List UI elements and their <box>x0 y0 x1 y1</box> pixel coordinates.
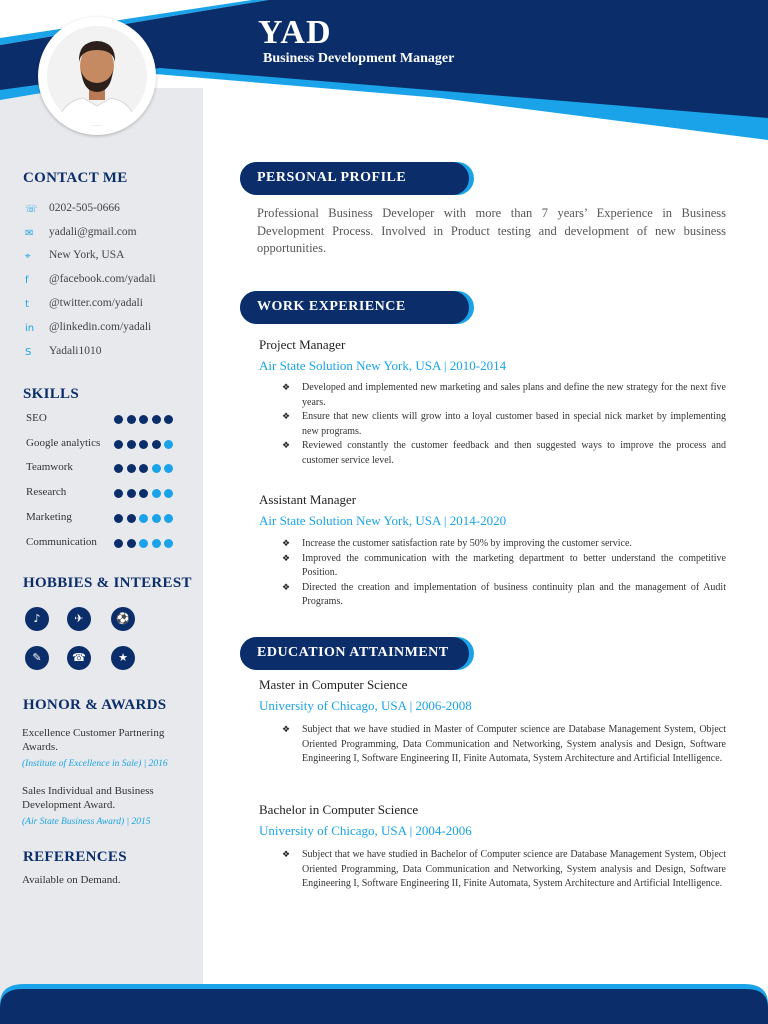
rating-dot <box>139 539 148 548</box>
list-item: ❖ Developed and implemented new marketing and sales plans and define the new strategy for the next five years. <box>282 381 726 410</box>
skype-icon: S <box>25 347 32 358</box>
rating-dot <box>152 415 161 424</box>
job-bullets <box>282 381 726 468</box>
profile-summary: Professional Business Developer with more than 7 years’ Experience in Business Development Process. Involved in Product testing and development of new business opportunities. <box>257 206 726 255</box>
rating-dot <box>114 440 123 449</box>
contact-skype-text: Yadali1010 <box>49 345 102 357</box>
education-bullets <box>282 723 726 767</box>
facebook-icon: f <box>25 275 29 286</box>
skill-label: Google analytics <box>26 437 101 449</box>
list-item: ❖ Increase the customer satisfaction rate by 50% by improving the customer service. <box>282 537 726 552</box>
rating-dot <box>152 514 161 523</box>
hobby-icon-5: ☎ <box>67 646 91 670</box>
section-header-work: WORK EXPERIENCE <box>240 291 474 324</box>
references-text: Available on Demand. <box>22 874 121 886</box>
avatar <box>47 26 147 126</box>
skill-label: Research <box>26 486 67 498</box>
rating-dot <box>164 464 173 473</box>
skill-rating <box>114 489 177 507</box>
person-avatar-icon <box>47 26 147 126</box>
hobby-icon-2: ✈ <box>67 607 91 631</box>
rating-dot <box>139 440 148 449</box>
hobby-icon-1: ♪ <box>25 607 49 631</box>
rating-dot <box>139 415 148 424</box>
job-role: Project Manager <box>259 337 346 352</box>
hobbies-heading: HOBBIES & INTEREST <box>23 575 192 591</box>
rating-dot <box>164 539 173 548</box>
education-degree: Master in Computer Science <box>259 677 408 692</box>
rating-dot <box>114 514 123 523</box>
skill-row <box>26 461 186 475</box>
linkedin-icon: in <box>25 323 35 334</box>
education-bullets <box>282 848 726 892</box>
rating-dot <box>152 464 161 473</box>
skill-row <box>26 437 186 451</box>
rating-dot <box>164 514 173 523</box>
rating-dot <box>127 489 136 498</box>
award-source: (Air State Business Award) | 2015 <box>22 817 151 827</box>
award-title: Sales Individual and Business Development Award. <box>22 785 154 811</box>
hobby-icon-3: ⚽ <box>111 607 135 631</box>
rating-dot <box>114 464 123 473</box>
education-school: University of Chicago, USA | 2004-2006 <box>259 823 472 838</box>
rating-dot <box>114 539 123 548</box>
footer-banner <box>0 976 768 1024</box>
skill-rating <box>114 415 177 433</box>
award-title: Excellence Customer Partnering Awards. <box>22 727 165 753</box>
rating-dot <box>164 489 173 498</box>
list-item: ❖ Directed the creation and implementation of business continuity plan and the management of Audit Programs. <box>282 581 726 610</box>
email-icon: ✉ <box>25 228 34 239</box>
education-degree: Bachelor in Computer Science <box>259 802 419 817</box>
list-item: ❖ Improved the communication with the marketing department to better understand the competitive Position. <box>282 552 726 581</box>
skills-heading: SKILLS <box>23 386 79 402</box>
location-icon: ⌖ <box>25 251 31 262</box>
candidate-name: YAD <box>258 14 332 51</box>
hobby-icon-4: ✎ <box>25 646 49 670</box>
awards-heading: HONOR & AWARDS <box>23 697 167 713</box>
skill-label: Teamwork <box>26 461 73 473</box>
education-school: University of Chicago, USA | 2006-2008 <box>259 698 472 713</box>
skill-row <box>26 486 186 500</box>
rating-dot <box>114 415 123 424</box>
contact-facebook-text: @facebook.com/yadali <box>49 273 156 285</box>
contact-linkedin-text: @linkedin.com/yadali <box>49 321 152 333</box>
references-heading: REFERENCES <box>23 849 127 865</box>
job-role: Assistant Manager <box>259 492 357 507</box>
phone-icon: ☏ <box>25 204 38 215</box>
contact-heading: CONTACT ME <box>23 170 128 186</box>
skill-rating <box>114 514 177 532</box>
skill-row <box>26 511 186 525</box>
skill-rating <box>114 464 177 482</box>
list-item: ❖ Subject that we have studied in Master of Computer science are Database Management System, Object Oriented Programming, Data Communication and Networking, System analysis and Design, Software Engineering I, Software Engineering II, Finite Automata, System Architecture and Artificial Intelligence. <box>282 723 726 767</box>
list-item: ❖ Ensure that new clients will grow into a loyal customer based in special nick market by implementing new programs. <box>282 410 726 439</box>
rating-dot <box>152 489 161 498</box>
rating-dot <box>164 415 173 424</box>
rating-dot <box>139 464 148 473</box>
rating-dot <box>127 514 136 523</box>
rating-dot <box>152 539 161 548</box>
rating-dot <box>139 514 148 523</box>
twitter-icon: t <box>25 299 29 310</box>
job-company: Air State Solution New York, USA | 2010-2014 <box>259 358 507 373</box>
skill-row <box>26 412 186 426</box>
rating-dot <box>127 464 136 473</box>
contact-twitter-text: @twitter.com/yadali <box>49 297 143 309</box>
hobby-icon-6: ★ <box>111 646 135 670</box>
list-item: ❖ Subject that we have studied in Bachelor of Computer science are Database Management System, Object Oriented Programming, Data Communication and Networking, System analysis and Design, Software Engineering I, Software Engineering II, Finite Automata, System Architecture and Artificial Intelligence. <box>282 848 726 892</box>
contact-phone-text: 0202-505-0666 <box>49 202 120 214</box>
rating-dot <box>164 440 173 449</box>
skill-label: SEO <box>26 412 47 424</box>
skill-rating <box>114 539 177 557</box>
section-header-education: EDUCATION ATTAINMENT <box>240 637 474 670</box>
rating-dot <box>114 489 123 498</box>
skill-label: Marketing <box>26 511 72 523</box>
rating-dot <box>139 489 148 498</box>
award-source: (Institute of Excellence in Sale) | 2016 <box>22 759 168 769</box>
rating-dot <box>127 539 136 548</box>
skill-row <box>26 536 186 550</box>
rating-dot <box>152 440 161 449</box>
profile-photo <box>38 17 156 135</box>
contact-location-text: New York, USA <box>49 249 125 261</box>
candidate-job-title: Business Development Manager <box>263 51 455 66</box>
job-company: Air State Solution New York, USA | 2014-2020 <box>259 513 507 528</box>
list-item: ❖ Reviewed constantly the customer feedback and then suggested ways to improve the process and customer service level. <box>282 439 726 468</box>
skill-rating <box>114 440 177 458</box>
section-header-profile: PERSONAL PROFILE <box>240 162 474 195</box>
contact-email-text: yadali@gmail.com <box>49 226 137 238</box>
skill-label: Communication <box>26 536 97 548</box>
job-bullets <box>282 537 726 610</box>
rating-dot <box>127 415 136 424</box>
rating-dot <box>127 440 136 449</box>
